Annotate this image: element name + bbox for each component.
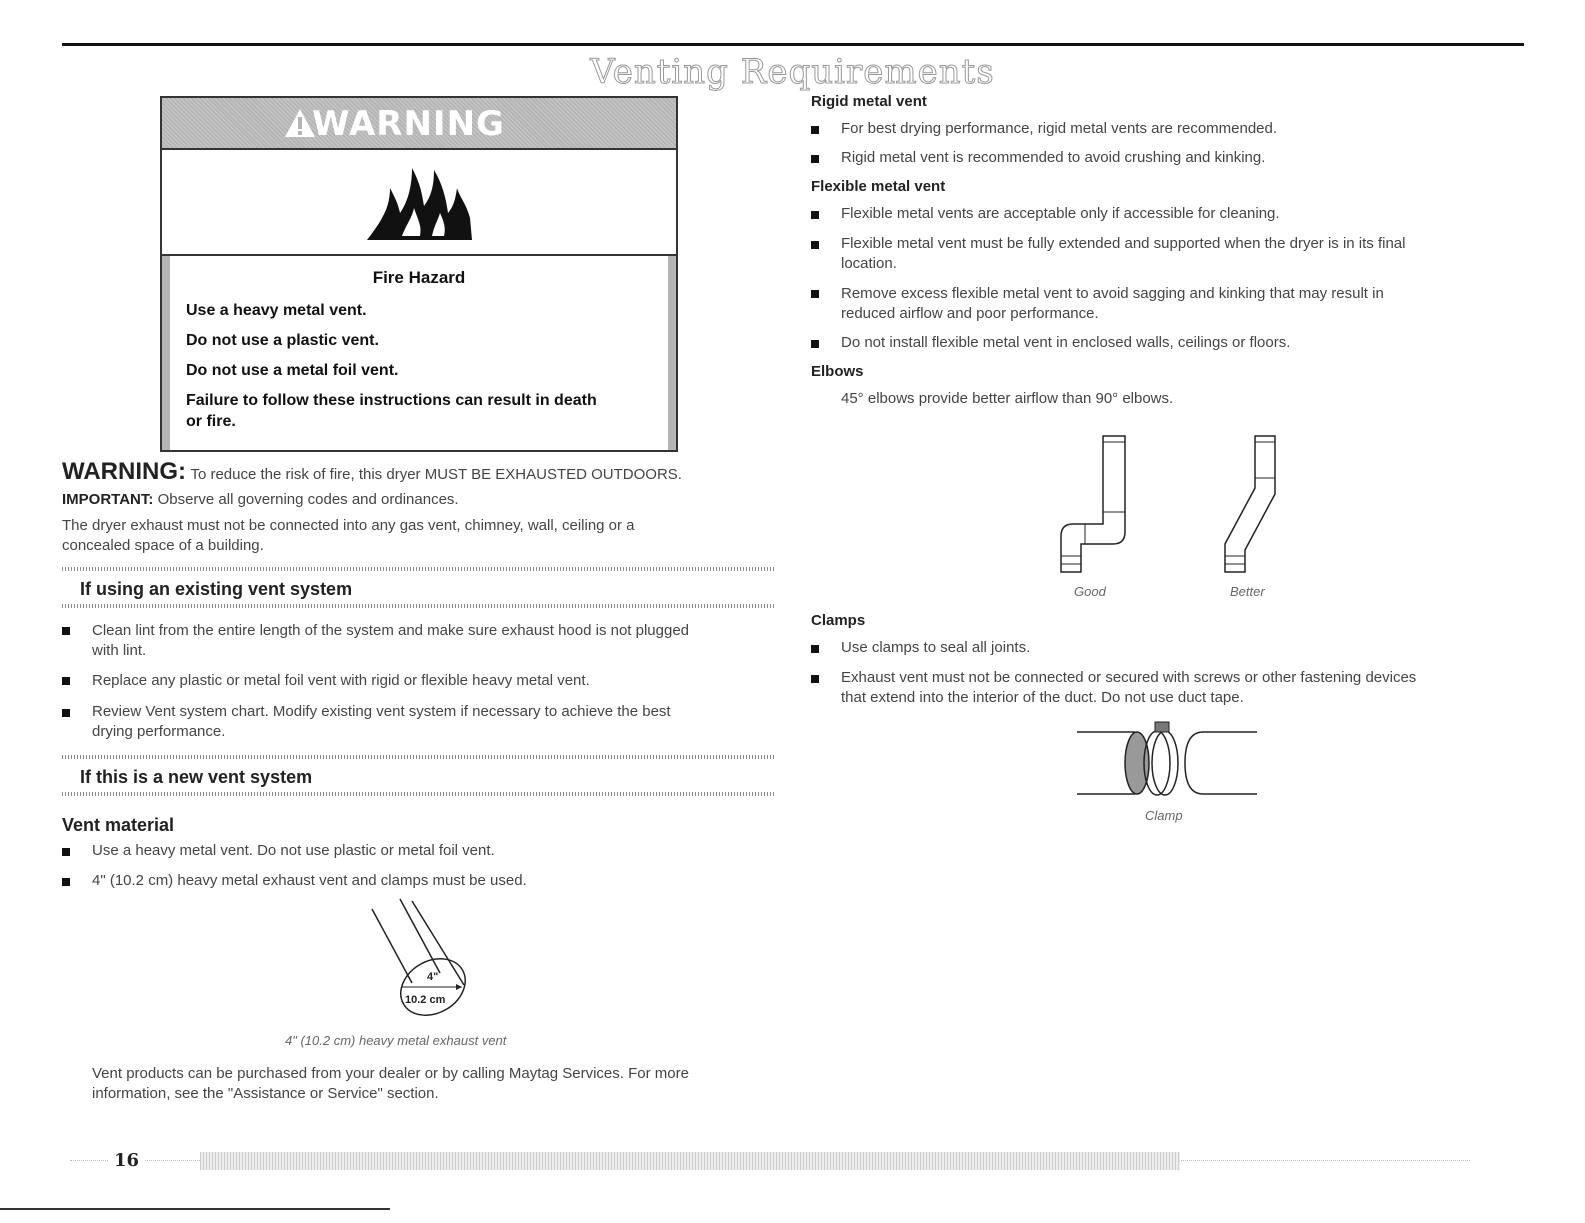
vent-caption: 4" (10.2 cm) heavy metal exhaust vent <box>285 1033 507 1048</box>
warning-header <box>162 98 676 150</box>
fire-hazard-title: Fire Hazard <box>372 268 466 287</box>
exhaust-line: The dryer exhaust must not be connected into any gas vent, chimney, wall, ceiling or a <box>62 517 635 534</box>
elbows-text: 45° elbows provide better airflow than 90° elbows. <box>841 390 1174 407</box>
bullet-icon <box>811 155 819 163</box>
products-line: information, see the "Assistance or Service" section. <box>92 1085 439 1102</box>
warning-line: Do not use a metal foil vent. <box>186 362 399 379</box>
list-item: with lint. <box>92 642 147 659</box>
fire-icon <box>362 158 477 243</box>
list-item: reduced airflow and poor performance. <box>841 305 1099 322</box>
warning-statement <box>62 458 682 486</box>
list-item: Flexible metal vent must be fully extended and supported when the dryer is in its final <box>841 235 1406 252</box>
exhaust-line: concealed space of a building. <box>62 537 264 554</box>
clamp-caption: Clamp <box>1145 808 1183 823</box>
list-item: Use a heavy metal vent. Do not use plastic or metal foil vent. <box>92 842 495 859</box>
existing-vent-heading: If using an existing vent system <box>80 579 353 599</box>
list-item: Do not install flexible metal vent in enclosed walls, ceilings or floors. <box>841 334 1291 351</box>
warning-label: WARNING: <box>62 458 186 485</box>
list-item: Remove excess flexible metal vent to avoid sagging and kinking that may result in <box>841 285 1384 302</box>
list-item: Rigid metal vent is recommended to avoid crushing and kinking. <box>841 149 1266 166</box>
warning-line: or fire. <box>186 413 236 430</box>
clamps-heading: Clamps <box>811 612 866 629</box>
bullet-icon <box>811 241 819 249</box>
bullet-icon <box>62 627 70 635</box>
fire-icon-area <box>162 148 676 256</box>
clamp-illustration <box>1075 718 1260 800</box>
bullet-icon <box>811 126 819 134</box>
list-item: Exhaust vent must not be connected or secured with screws or other fastening devices <box>841 669 1417 686</box>
list-item: Use clamps to seal all joints. <box>841 639 1031 656</box>
warning-line: Do not use a plastic vent. <box>186 332 379 349</box>
flexible-heading: Flexible metal vent <box>811 178 946 195</box>
list-item: Flexible metal vents are acceptable only if accessible for cleaning. <box>841 205 1280 222</box>
elbows-heading: Elbows <box>811 363 864 380</box>
list-item: Review Vent system chart. Modify existing vent system if necessary to achieve the best <box>92 703 671 720</box>
section-divider <box>62 792 776 796</box>
important-statement <box>62 490 459 509</box>
top-rule <box>62 43 1524 46</box>
vent-material-heading: Vent material <box>62 815 175 835</box>
elbow-45-illustration <box>1215 432 1285 580</box>
bullet-icon <box>811 290 819 298</box>
section-divider <box>62 604 776 608</box>
vent-label-inches: 4" <box>427 971 439 983</box>
important-text: Observe all governing codes and ordinances. <box>157 491 459 508</box>
list-item: Clean lint from the entire length of the system and make sure exhaust hood is not plugged <box>92 622 690 639</box>
warning-line: Use a heavy metal vent. <box>186 302 367 319</box>
bottom-rule <box>0 1208 390 1210</box>
page-title: Venting Requirements <box>590 52 995 92</box>
better-caption: Better <box>1230 584 1265 599</box>
section-divider <box>62 567 776 571</box>
bullet-icon <box>62 677 70 685</box>
rigid-heading: Rigid metal vent <box>811 93 927 110</box>
bullet-icon <box>811 211 819 219</box>
footer-bar <box>200 1152 1180 1170</box>
new-vent-heading: If this is a new vent system <box>80 767 313 787</box>
list-item: Replace any plastic or metal foil vent with rigid or flexible heavy metal vent. <box>92 672 590 689</box>
warning-box <box>160 96 678 452</box>
bullet-icon <box>62 848 70 856</box>
bullet-icon <box>811 645 819 653</box>
list-item: drying performance. <box>92 723 226 740</box>
warning-header-label: WARNING <box>312 104 505 144</box>
good-caption: Good <box>1074 584 1106 599</box>
elbow-90-illustration <box>1055 432 1135 580</box>
section-divider <box>62 755 776 759</box>
warning-text: To reduce the risk of fire, this dryer MUST BE EXHAUSTED OUTDOORS. <box>190 466 682 483</box>
list-item: 4" (10.2 cm) heavy metal exhaust vent and clamps must be used. <box>92 872 527 889</box>
bullet-icon <box>811 675 819 683</box>
list-item: location. <box>841 255 897 272</box>
important-label: IMPORTANT: <box>62 491 154 508</box>
list-item: For best drying performance, rigid metal vents are recommended. <box>841 120 1278 137</box>
products-line: Vent products can be purchased from your dealer or by calling Maytag Services. For more <box>92 1065 689 1082</box>
warning-line: Failure to follow these instructions can result in death <box>186 392 597 409</box>
list-item: that extend into the interior of the duct. Do not use duct tape. <box>841 689 1244 706</box>
bullet-icon <box>811 340 819 348</box>
page-number: 16 <box>108 1150 145 1171</box>
bullet-icon <box>62 878 70 886</box>
bullet-icon <box>62 709 70 717</box>
vent-label-cm: 10.2 cm <box>405 994 446 1006</box>
